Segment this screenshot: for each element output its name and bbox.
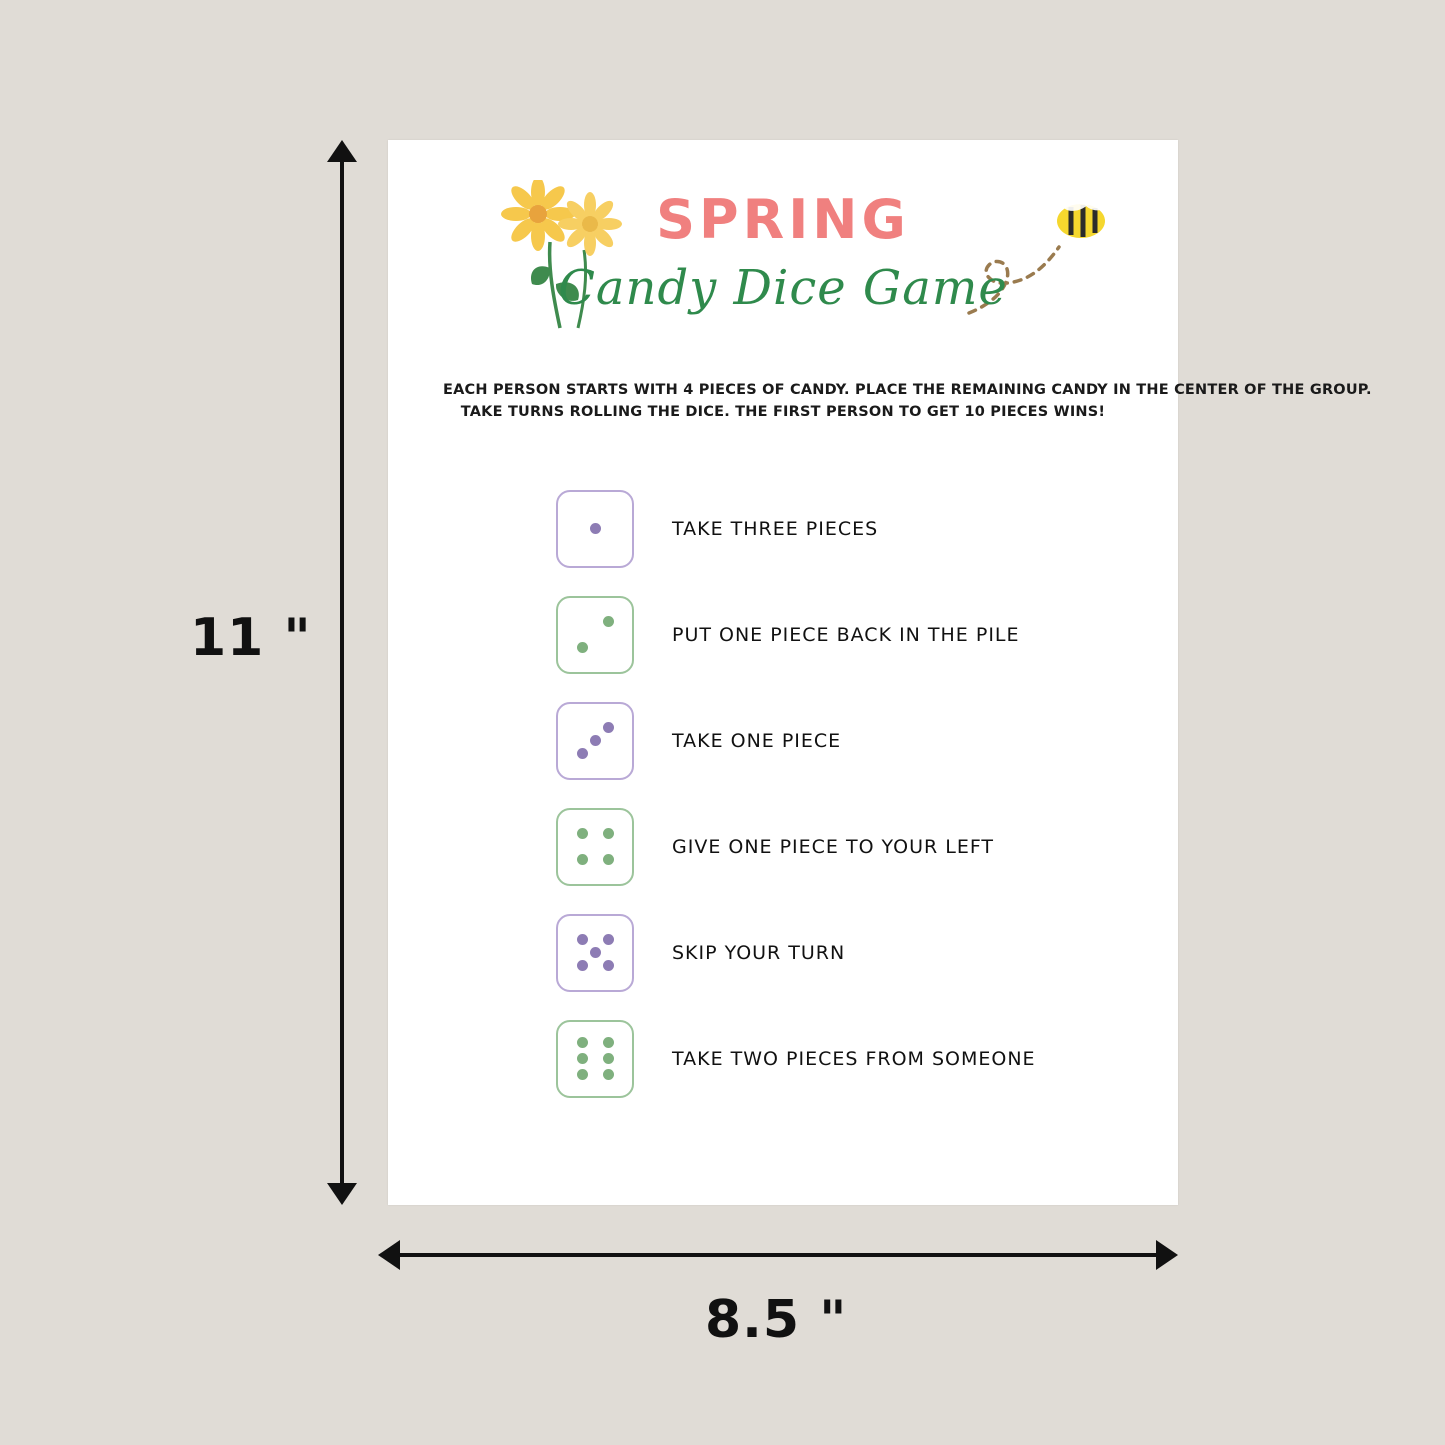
rule-row bbox=[556, 900, 1178, 1006]
height-dimension-label: 11 " bbox=[190, 608, 312, 668]
rule-text: GIVE ONE PIECE TO YOUR LEFT bbox=[672, 835, 995, 858]
dice-pip bbox=[590, 735, 601, 746]
rule-row bbox=[556, 476, 1178, 582]
arrow-right-icon bbox=[1156, 1240, 1178, 1270]
dice-pip bbox=[603, 1037, 614, 1048]
rule-text: TAKE TWO PIECES FROM SOMEONE bbox=[672, 1047, 1036, 1070]
width-dimension-label: 8.5 " bbox=[705, 1290, 848, 1350]
page-title: SPRING bbox=[656, 188, 910, 251]
dice-face-5-icon bbox=[556, 914, 634, 992]
rule-text: TAKE ONE PIECE bbox=[672, 729, 842, 752]
dice-pip bbox=[603, 722, 614, 733]
dice-face-3-icon bbox=[556, 702, 634, 780]
dice-face-6-icon bbox=[556, 1020, 634, 1098]
dice-pip bbox=[603, 934, 614, 945]
dice-pip bbox=[577, 642, 588, 653]
rules-list bbox=[388, 476, 1178, 1112]
dice-pip bbox=[577, 854, 588, 865]
dice-face-4-icon bbox=[556, 808, 634, 886]
dice-pip bbox=[577, 1037, 588, 1048]
dice-face-2-icon bbox=[556, 596, 634, 674]
dice-pip bbox=[603, 828, 614, 839]
rule-row bbox=[556, 688, 1178, 794]
dimension-line bbox=[388, 1253, 1168, 1257]
dice-face-1-icon bbox=[556, 490, 634, 568]
instructions bbox=[443, 380, 1372, 424]
dice-pip bbox=[603, 616, 614, 627]
dice-pip bbox=[603, 960, 614, 971]
instructions-line-2: TAKE TURNS ROLLING THE DICE. THE FIRST PERSON TO GET 10 PIECES WINS! bbox=[460, 403, 1106, 420]
instructions-line-1: EACH PERSON STARTS WITH 4 PIECES OF CANDY. PLACE THE REMAINING CANDY IN THE CENTER OF THE GROUP. bbox=[443, 382, 1372, 398]
rule-text: TAKE THREE PIECES bbox=[672, 517, 879, 540]
dice-pip bbox=[577, 960, 588, 971]
rule-text: SKIP YOUR TURN bbox=[672, 941, 846, 964]
page-subtitle: Candy Dice Game bbox=[558, 260, 1008, 316]
dimension-line bbox=[340, 150, 344, 1195]
dice-pip bbox=[577, 748, 588, 759]
dice-pip bbox=[577, 1053, 588, 1064]
sheet-header bbox=[388, 140, 1178, 370]
dice-pip bbox=[577, 934, 588, 945]
dice-pip bbox=[603, 1069, 614, 1080]
dice-pip bbox=[577, 828, 588, 839]
rule-text: PUT ONE PIECE BACK IN THE PILE bbox=[672, 623, 1020, 646]
rule-row bbox=[556, 794, 1178, 900]
rule-row bbox=[556, 582, 1178, 688]
dice-pip bbox=[603, 1053, 614, 1064]
rule-row bbox=[556, 1006, 1178, 1112]
dice-pip bbox=[603, 854, 614, 865]
dice-pip bbox=[590, 523, 601, 534]
dice-pip bbox=[577, 1069, 588, 1080]
width-dimension-arrow bbox=[378, 1240, 1178, 1270]
arrow-down-icon bbox=[327, 1183, 357, 1205]
height-dimension-arrow bbox=[326, 140, 356, 1205]
printable-sheet bbox=[388, 140, 1372, 1205]
dice-pip bbox=[590, 947, 601, 958]
